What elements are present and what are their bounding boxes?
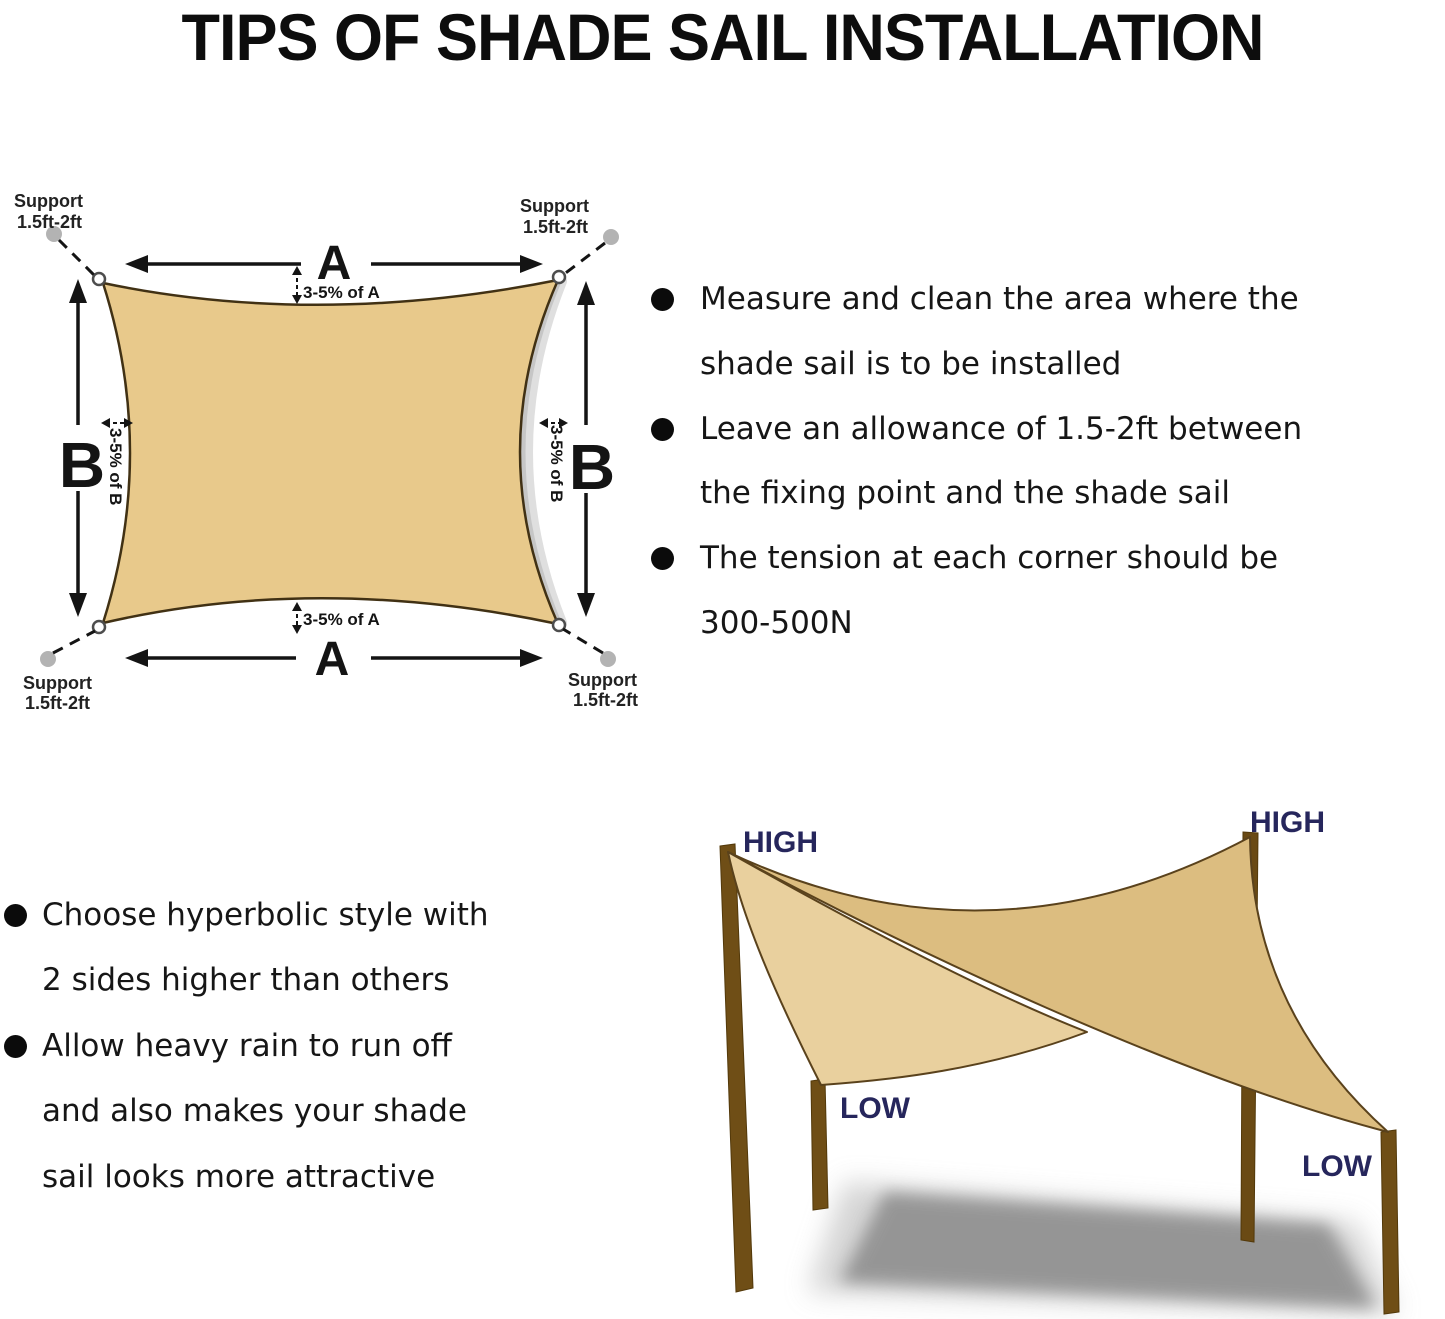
tip-text: Choose hyperbolic style with 2 sides higher than others: [42, 897, 489, 999]
support-label-top-left: [14, 191, 83, 232]
dimension-label-b-right: B: [568, 431, 616, 503]
bullet-icon: [651, 547, 674, 570]
page-title: TIPS OF SHADE SAIL INSTALLATION: [181, 1, 1264, 75]
bullet-icon: [4, 1035, 27, 1058]
label-low-left: LOW: [840, 1092, 910, 1125]
sag-label-a-top: 3-5% of A: [303, 283, 380, 302]
svg-text:1.5ft-2ft: 1.5ft-2ft: [25, 693, 91, 713]
label-high-left: HIGH: [743, 826, 818, 859]
svg-text:1.5ft-2ft: 1.5ft-2ft: [523, 217, 589, 237]
sag-label-b-left: 3-5% of B: [106, 428, 125, 506]
svg-text:Support: Support: [568, 670, 637, 690]
style-tips-list: [4, 883, 644, 1210]
svg-text:Support: Support: [520, 196, 589, 216]
list-item: [648, 526, 1444, 656]
svg-text:Support: Support: [23, 673, 92, 693]
tip-text: Measure and clean the area where the shade sail is to be installed: [700, 281, 1299, 382]
hyperbolic-sail-illustration: [640, 780, 1445, 1319]
list-item: [4, 883, 644, 1014]
sail-measurement-diagram: [0, 175, 700, 735]
tip-text: The tension at each corner should be 300-500N: [700, 540, 1279, 641]
tip-text: Leave an allowance of 1.5-2ft between the fixing point and the shade sail: [700, 410, 1303, 512]
tie-line-top-left: [59, 240, 95, 276]
bullet-icon: [4, 904, 27, 927]
tie-line-bottom-right: [563, 629, 603, 653]
svg-text:1.5ft-2ft: 1.5ft-2ft: [573, 690, 639, 710]
dimension-label-a-bottom: A: [314, 633, 350, 686]
list-item: [648, 397, 1444, 527]
list-item: [648, 267, 1444, 397]
svg-text:1.5ft-2ft: 1.5ft-2ft: [17, 212, 83, 232]
post-low-left: [811, 1079, 828, 1210]
support-label-bottom-right: [568, 670, 638, 710]
dimension-label-b-left: B: [58, 429, 106, 501]
bullet-icon: [651, 418, 674, 441]
sag-label-a-bottom: 3-5% of A: [303, 610, 380, 629]
label-high-right: HIGH: [1250, 806, 1325, 839]
tie-line-bottom-left: [53, 631, 95, 653]
support-label-top-right: [520, 196, 589, 237]
support-label-bottom-left: [23, 673, 92, 713]
tie-line-top-right: [563, 243, 605, 275]
corner-ring-top-right: [553, 271, 565, 283]
support-dot-top-right: [603, 229, 619, 245]
dimension-label-a-top: A: [316, 237, 352, 290]
label-low-right: LOW: [1302, 1150, 1372, 1183]
sag-label-b-right: 3-5% of B: [547, 425, 566, 503]
shade-sail-shape: [103, 280, 558, 624]
post-low-right: [1381, 1130, 1399, 1314]
list-item: [4, 1014, 644, 1210]
tip-text: Allow heavy rain to run off and also makes your shade sail looks more attractive: [42, 1027, 467, 1195]
installation-tips-list: [648, 267, 1444, 656]
bullet-icon: [651, 288, 674, 311]
corner-ring-top-left: [93, 273, 105, 285]
svg-text:Support: Support: [14, 191, 83, 211]
